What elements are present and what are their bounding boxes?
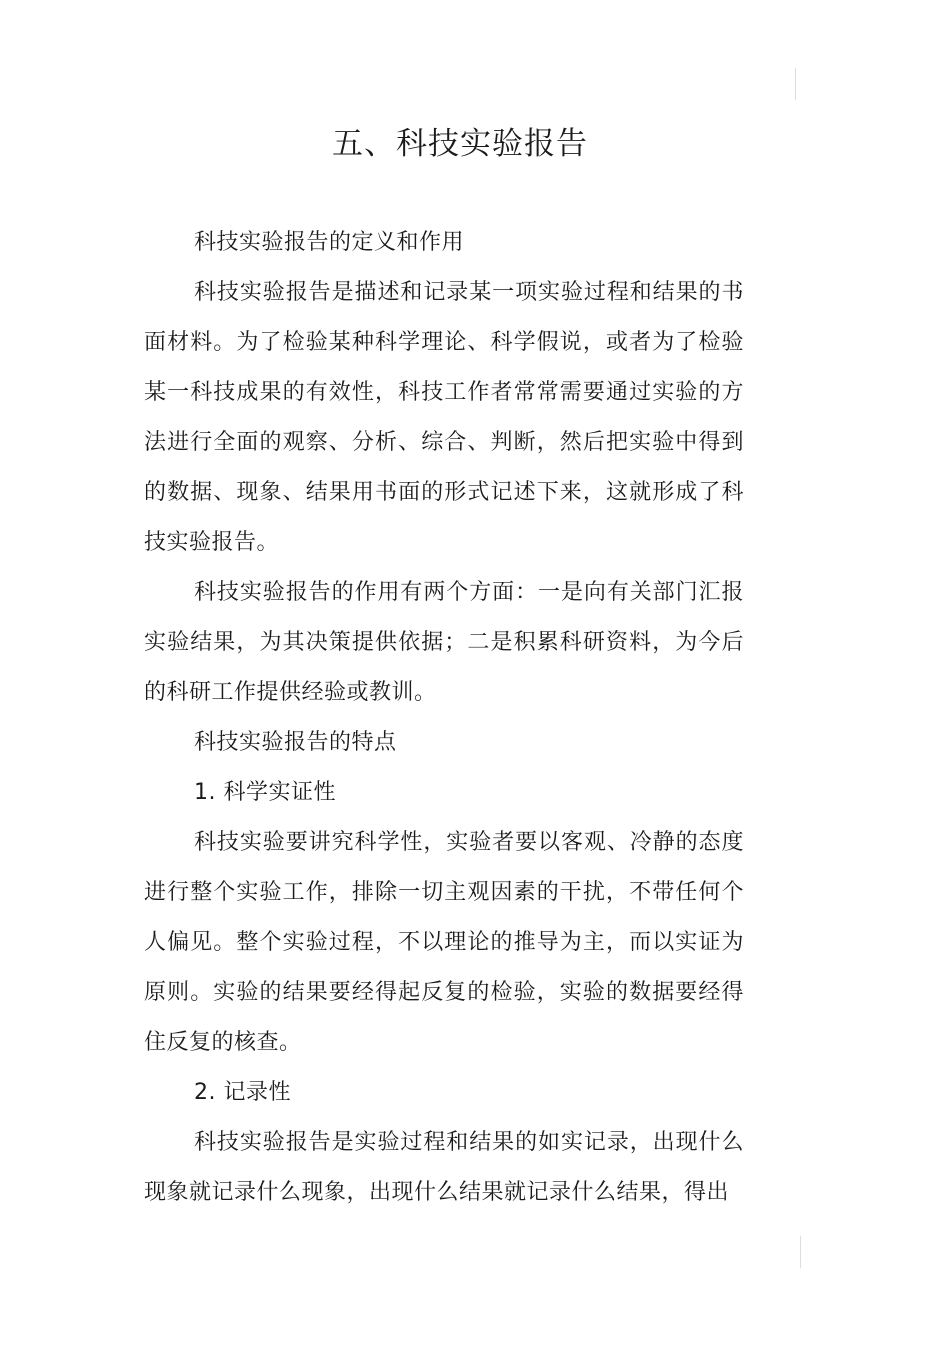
page-title: 五、科技实验报告	[332, 126, 588, 162]
page-corner-mark-bottom	[800, 1236, 801, 1268]
subheading-record: 2. 记录性	[194, 1080, 291, 1105]
paragraph-definition: 科技实验报告是描述和记录某一项实验过程和结果的书面材料。为了检验某种科学理论、科学假说，或者为了检验某一科技成果的有效性，科技工作者常常需要通过实验的方法进行全面的观察、分析、综合、判断，然后把实验中得到的数据、现象、结果用书面的形式记述下来，这就形成了科技实验报告。	[144, 280, 744, 555]
page-corner-mark-top	[795, 68, 796, 100]
paragraph-scientific: 科技实验要讲究科学性，实验者要以客观、冷静的态度进行整个实验工作，排除一切主观因素的干扰，不带任何个人偏见。整个实验过程，不以理论的推导为主，而以实证为原则。实验的结果要经得起反复的检验，实验的数据要经得住反复的核查。	[144, 830, 744, 1055]
subheading-scientific: 1. 科学实证性	[194, 780, 336, 805]
section-heading-definition: 科技实验报告的定义和作用	[194, 230, 465, 255]
section-heading-features: 科技实验报告的特点	[194, 730, 397, 755]
document-body	[144, 218, 744, 1218]
paragraph-record: 科技实验报告是实验过程和结果的如实记录，出现什么现象就记录什么现象，出现什么结果就记录什么结果，得出	[144, 1130, 744, 1205]
paragraph-function: 科技实验报告的作用有两个方面：一是向有关部门汇报实验结果，为其决策提供依据；二是积累科研资料，为今后的科研工作提供经验或教训。	[144, 580, 744, 705]
